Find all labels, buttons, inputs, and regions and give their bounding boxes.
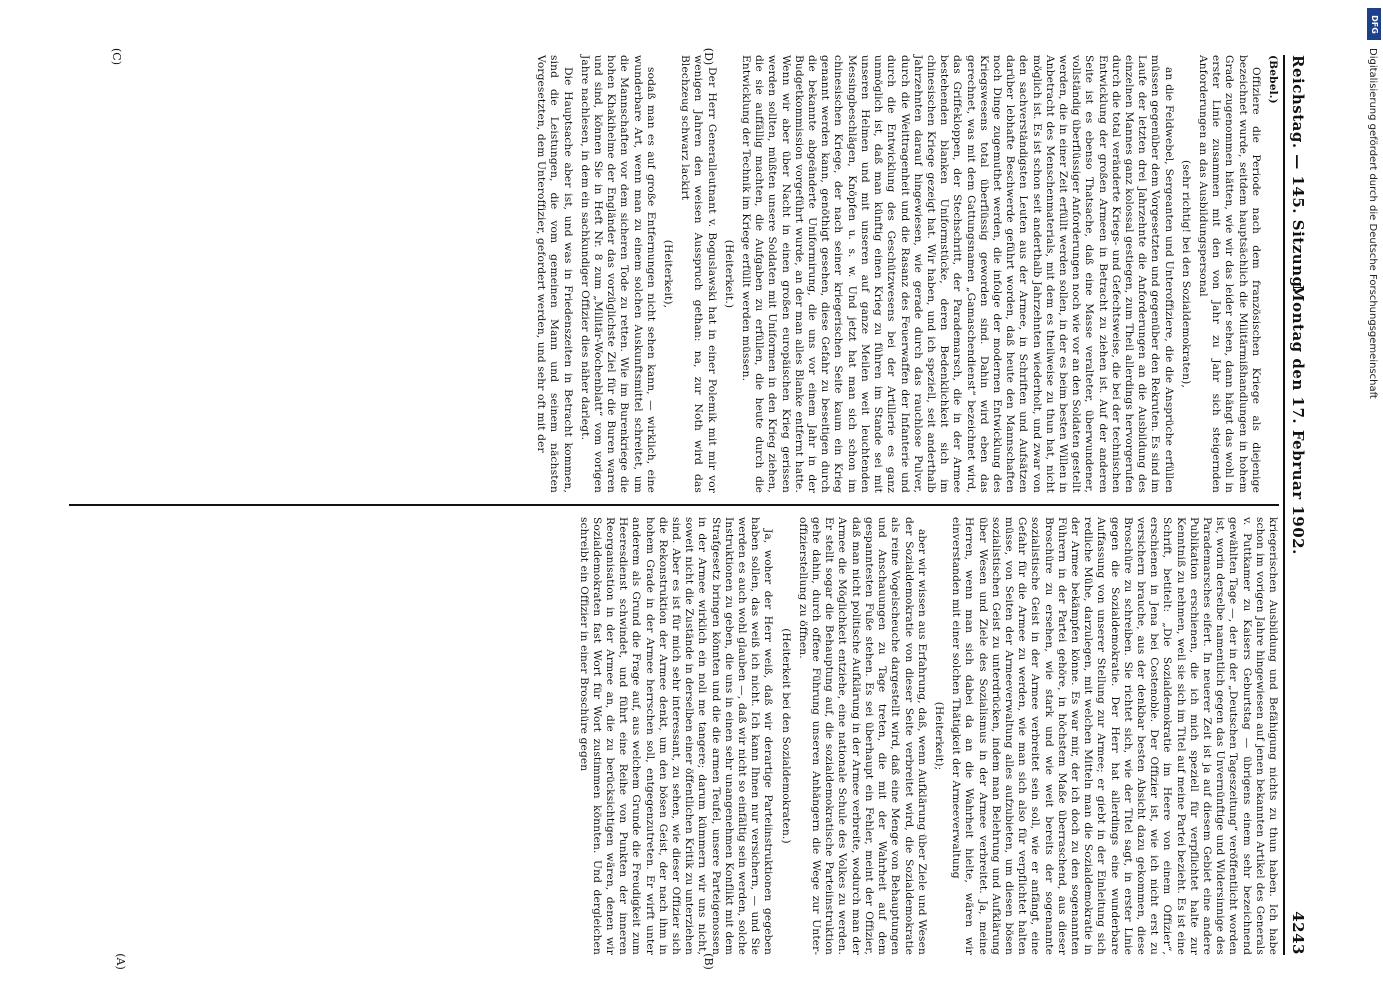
margin-mark-a: (A) xyxy=(113,953,127,970)
rotated-page-content xyxy=(62,55,1307,955)
paragraph: Offiziere die Periode nach dem französischen Kriege als diejenige bezeichnet wurde, seitdem hauptsächlich die Militärmißhandlungen in hohem Grade zugenommen hätten, wie wir das leider sehen, dann hängt das wohl in erster Linie zusammen mit den von Jahr zu Jahr sich steigernden Anforderungen an das Ausbildungspersonal xyxy=(1196,55,1262,493)
interjection: (Heiterkeit), xyxy=(662,239,675,309)
paragraph: Ja, woher der Herr weiß, daß wir derartige Parteiinstruktionen gegeben haben sollen, das weiß ich nicht. Ich kann Ihnen nur versichern, — und Sie werden es auch wohl glauben —, daß wir nicht so einfältig sein werden, solche Instruktionen zu geben, die uns in einen sehr unangenehmen Konflikt mit dem Strafgesetz bringen könnten und die die armen Teufel, unsere Parteigenossen in der Armee wirklich ein noli me tangere; darum kümmern wir uns nicht, soweit nicht die Zustände in derselben einer öffentlichen Kritik zu unterziehen sind. Aber es ist für mich sehr interessant, zu sehen, wie dieser Offizier sich die Rekonstruktion der Armee denkt, um den bösen Geist, der nach ihm in hohem Grade in der Armee herrschen soll, entgegenzutreten. Er wirft unter anderem als Grund die Frage auf, aus welchem Grunde die Freudigkeit zum Heeresdienst schwindet, und führt eine Reihe von Punkten der inneren Reorganisation in der Armee an, die zu berücksichtigen wären, denen wir Sozialdemokraten fast Wort für Wort zustimmen könnten. Und dergleichen schreibt ein Offizier in einer Broschüre gegen xyxy=(577,517,775,955)
interjection: (Heiterkeit.) xyxy=(722,239,735,309)
interjection: (sehr richtig! bei den Sozialdemokraten), xyxy=(1179,160,1192,388)
header-left: Reichstag. — 145. Sitzung. xyxy=(1289,55,1307,294)
paragraph: aber wir wissen aus Erfahrung, daß, wenn Aufklärung über Ziele und Wesen der Sozialdemokratie von dieser Seite verbreitet wird, die Sozialdemokratie als reine Vogelscheuche dargestellt wird, daß eine Menge von Behauptungen und Anschauungen zu Tage treten, die mit der Wahrheit auf dem gespanntesten Fuße stehen. Es sei überhaupt ein Fehler, meint der Offizier, daß man nicht politische Aufklärung in der Armee verbreite, wodurch man der Armee die Möglichkeit entziehe, eine nationale Schule des Volkes zu werden. Er stellt sogar die Behauptung auf, die sozialdemokratische Parteiinstruktion gehe dahin, durch offene Führung unseren Anhängern die Wege zur Unteroffizierstellung zu öffnen. xyxy=(796,517,928,955)
header-date: Montag den 17. Februar 1902. xyxy=(1289,285,1307,555)
page-number: 4243 xyxy=(1289,911,1307,955)
header-rule xyxy=(1283,55,1285,955)
digitization-note: Digitalisierung gefördert durch die Deutsche Forschungsgemeinschaft xyxy=(1367,48,1378,399)
left-column xyxy=(530,55,1279,493)
speaker-label: (Bebel.) xyxy=(1267,55,1279,104)
page-header xyxy=(1285,55,1307,955)
paragraph: Der Herr Generalleutnant v. Boguslawski hat in einer Polemik mit mir vor wenigen Jahren den weisen Ausspruch gethan: na, zur Noth wird das Blechzeug schwarz lackirt xyxy=(679,55,718,493)
interjection: (Heiterkeit); xyxy=(932,701,945,771)
interjection: (Heiterkeit bei den Sozialdemokraten.) xyxy=(779,628,792,844)
paragraph: sodaß man es auf große Entfernungen nicht sehen kann, — wirklich, eine wunderbare Art, wenn man zu einem solchen Auskunftsmittel schreitet, um die Mannschaften vor dem sicheren Tode zu retten. Wie im Burenkriege die hohen Khakihelme der Engländer das vorzüglichste Ziel für die Buren waren und sind, können Sie in Heft Nr. 8 zum „Militär-Wochenblatt“ vom vorigen Jahre nachlesen, in dem ein sachkundiger Offizier dies näher darlegt. xyxy=(578,55,657,493)
column-divider xyxy=(69,504,1279,506)
margin-mark-c: (C) xyxy=(110,48,123,65)
margin-mark-b: (B) xyxy=(701,953,715,970)
paragraph: kriegerischen Ausbildung und Befähigung nichts zu thun haben. Ich habe schon im vorigen Jahre hingewiesen auf jenen bekannten Artikel des Generals v. Puttkamer zu Kaisers Geburtstag — übrigens einem sehr bezeichnend gewählten Tage —, der in der „Deutschen Tageszeitung“ veröffentlicht worden ist, worin derselbe namentlich gegen das Unvernünftige und Widersinnige des Parademarsches eifert. In neuerer Zeit ist ja auf diesem Gebiet eine andere Publikation erschienen, die ich mich speziell für verpflichtet halte zur Kenntniß zu nehmen, weil sie sich im Titel auf meine Partei bezieht. Es ist eine Schrift, betitelt: „Die Sozialdemokratie im Heere von einem Offizier“, erschienen in Jena bei Costenoble. Der Offizier ist, wie ich nicht erst zu versichern brauche, aus der denkbar besten Absicht dazu gekommen, diese Broschüre zu schreiben. Sie richtet sich, wie der Titel sagt, in erster Linie gegen die Sozialdemokratie. Der Herr hat allerdings eine wunderbare Auffassung von unserer Stellung zur Armee; er giebt in der Einleitung sich redliche Mühe, darzulegen, mit welchen Mitteln man die Sozialdemokratie in der Armee bekämpfen könne. Es war mir, der ich doch zu den sogenannten Führern in der Partei gehöre, in höchstem Maße überraschend, aus dieser Broschüre zu ersehen, wie stark und wie weit bereits der sogenannte sozialistische Geist in der Armee verbreitet sein soll, wie er anfängt, eine Gefahr für die Armee zu werden, wie man sich also für verpflichtet halten müsse, von Seiten der Armeeverwaltung alles aufzubieten, um diesen bösen sozialistischen Geist zu unterdrücken, indem man Belehrung und Aufklärung über Wesen und Ziele des Sozialismus in der Armee verbreitet. Ja, meine Herren, wenn man sich dabei da an die Wahrheit hielte, wären wir einverstanden mit einer solchen Thätigkeit der Armeeverwaltung xyxy=(950,517,1279,955)
margin-mark-d: (D) xyxy=(702,47,716,66)
paragraph: Die Hauptsache aber ist, und was in Friedenszeiten in Betracht kommen, sind die Leistungen, die vom gemeinen Mann und seinem nächsten Vorgesetzten, dem Unteroffizier, gefordert werden, und sehr oft mit der xyxy=(535,55,574,493)
dfg-logo: DFG xyxy=(1367,8,1381,40)
paragraph: an die Feldwebel, Sergeanten und Unteroffiziere, die die Ansprüche erfüllen müssen gegenüber dem Vorgesetzten und gegenüber den Rekruten. Es sind im Laufe der letzten drei Jahrzehnte die Anforderungen an die Ausbildung des einzelnen Mannes ganz kolossal gestiegen, zum Theil allerdings hervorgerufen durch die total veränderte Kriegs- und Gefechtsweise, die bei der technischen Entwicklung der großen Armeen in Betracht zu ziehen ist. Auf der anderen Seite ist es ebenso Thatsache, daß eine Masse veralteter, überwundener, vollständig überflüssiger Anforderungen noch wie vor an den Soldaten gestellt werden, die in einer Zeit erfüllt werden sollen, in der es beim besten Willen in Anbetracht des Menschenmaterials, mit dem es theilweise zu thun hat, nicht möglich ist. Es ist schon seit anderthalb Jahrzehnten wiederholt, und zwar von den sachverständigsten Leuten aus der Armee, in Schriften und Aufsätzen darüber lebhafte Beschwerde geführt worden, daß heute den Mannschaften noch Dinge zugemuthet werden, die infolge der modernen Entwicklung des Kriegswesens total überflüssig geworden sind. Dahin wird eben das gerechnet, was mit dem Gattungsnamen „Gamaschendienst“ bezeichnet wird, das Griffekloppen, der Stechschritt, der Parademarsch, die in der Armee bestehenden blanken Uniformstücke, deren Bedenklichkeit sich im chinesischen Kriege gezeigt hat. Wir haben, und ich speziell, seit anderthalb Jahrzehnten darauf hingewiesen, wie gerade durch das rauchlose Pulver, durch die Weittragenheit und die Rasanz des Feuerwaffen der Infanterie und durch die Entwicklung des Geschützwesens bei der Artillerie es ganz unmöglich ist, daß man künftig einen Krieg zu führen im Stande sei mit unseren Helmen und mit unseren auf ganze Meilen weit leuchtenden Messingbeschlägen, Knöpfen u. s. w. Und jetzt hat man sich schon im chinesischen Kriege, der nach seiner kriegerischen Seite kaum ein Krieg genannt werden kann, genöthigt gesehen, diese Gefahr zu beseitigen durch die bekannte abgeänderte Uniformirung, die uns vor einem Jahr in der Budgetkommission vorgeführt wurde, an der man alles Blanke entfernt hatte. Wenn wir aber über Nacht in einen großen europäischen Krieg gerissen werden sollten, müßten unsere Soldaten mit Uniformen in den Krieg ziehen, die sie auffällig machten, die Aufgaben zu erfüllen, die heute durch die Entwicklung der Technik im Kriege erfüllt werden müssen. xyxy=(740,55,1175,493)
right-column xyxy=(572,517,1279,955)
